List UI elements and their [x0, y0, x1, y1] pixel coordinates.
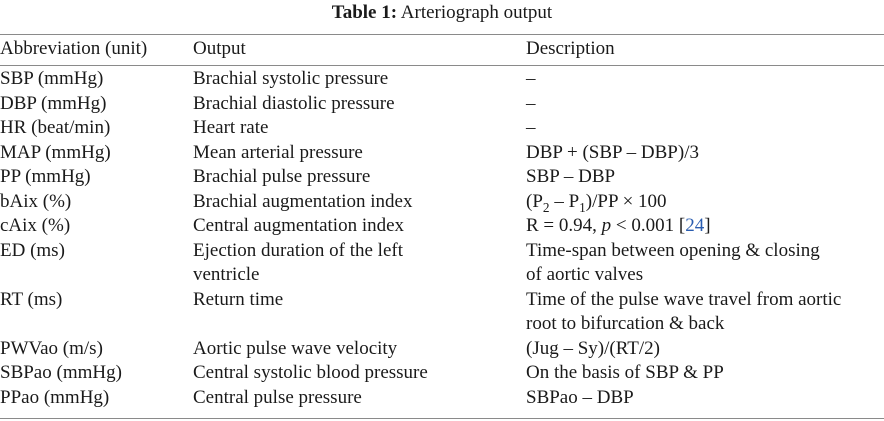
- table-caption: [0, 0, 884, 26]
- table-row: [0, 288, 884, 337]
- cell-output: Central augmentation index: [193, 215, 405, 236]
- table-row: [0, 165, 884, 190]
- formula-part: ]: [704, 215, 711, 236]
- formula-part: R = 0.94,: [526, 215, 602, 236]
- cell-abbreviation: PPao (mmHg): [0, 386, 110, 408]
- cell-abbreviation: PP (mmHg): [0, 166, 91, 187]
- column-header-abbreviation: Abbreviation (unit): [0, 38, 148, 59]
- formula-subscript: 2: [542, 199, 550, 215]
- table-row: [0, 239, 884, 288]
- cell-description: SBP – DBP: [526, 166, 616, 187]
- cell-output: Return time: [193, 288, 284, 310]
- column-header-output: Output: [193, 38, 246, 59]
- formula-part: – P: [549, 190, 580, 212]
- cell-output: Brachial pulse pressure: [193, 166, 371, 187]
- formula-part: < 0.001 [: [611, 215, 686, 236]
- cell-description: DBP + (SBP – DBP)/3: [526, 141, 699, 163]
- cell-output: Ejection duration of the left ventricle: [193, 239, 403, 285]
- table-row: [0, 67, 884, 92]
- cell-abbreviation: cAix (%): [0, 215, 71, 236]
- p-value-symbol: p: [601, 215, 612, 236]
- table-caption-label: Table 1:: [331, 2, 398, 23]
- table-bottom-rule: [0, 418, 884, 419]
- table-row: [0, 337, 884, 362]
- cell-abbreviation: RT (ms): [0, 288, 63, 310]
- cell-description: –: [526, 117, 536, 138]
- column-header-description: Description: [526, 38, 615, 59]
- table-header-row: [0, 37, 884, 67]
- table-row: [0, 190, 884, 215]
- cell-description: Time-span between opening & closing of aortic valves: [526, 239, 820, 285]
- formula-part: (P: [526, 190, 543, 212]
- cell-output: Mean arterial pressure: [193, 141, 363, 163]
- table-row: [0, 92, 884, 117]
- table-caption-text: Arteriograph output: [400, 2, 553, 23]
- table-top-rule: [0, 34, 884, 35]
- cell-description: On the basis of SBP & PP: [526, 362, 724, 383]
- cell-output: Brachial systolic pressure: [193, 68, 389, 89]
- table-row: [0, 361, 884, 386]
- formula-subscript: 1: [579, 199, 586, 215]
- arteriograph-output-table: [0, 37, 884, 410]
- cell-output: Brachial augmentation index: [193, 190, 413, 212]
- cell-description: [526, 214, 884, 239]
- cell-abbreviation: SBP (mmHg): [0, 68, 104, 89]
- citation-link[interactable]: 24: [685, 215, 705, 236]
- formula-part: )/PP × 100: [585, 190, 667, 212]
- cell-description: Time of the pulse wave travel from aortic root to bifurcation & back: [526, 288, 842, 334]
- cell-output: Central pulse pressure: [193, 386, 362, 408]
- table-row: [0, 386, 884, 411]
- cell-description: [526, 190, 884, 215]
- cell-output: Heart rate: [193, 117, 269, 138]
- table-row: [0, 141, 884, 166]
- cell-abbreviation: bAix (%): [0, 190, 72, 212]
- table-row: [0, 116, 884, 141]
- cell-output: Central systolic blood pressure: [193, 362, 428, 383]
- cell-output: Aortic pulse wave velocity: [193, 337, 398, 359]
- cell-abbreviation: HR (beat/min): [0, 117, 111, 138]
- cell-abbreviation: PWVao (m/s): [0, 337, 103, 359]
- table-row: [0, 214, 884, 239]
- cell-description: –: [526, 68, 536, 89]
- cell-description: –: [526, 92, 536, 114]
- cell-description: SBPao – DBP: [526, 386, 634, 408]
- cell-abbreviation: ED (ms): [0, 239, 65, 261]
- cell-abbreviation: MAP (mmHg): [0, 141, 111, 163]
- cell-abbreviation: SBPao (mmHg): [0, 362, 122, 383]
- cell-output: Brachial diastolic pressure: [193, 92, 395, 114]
- cell-description: (Jug – Sy)/(RT/2): [526, 337, 660, 359]
- cell-abbreviation: DBP (mmHg): [0, 92, 107, 114]
